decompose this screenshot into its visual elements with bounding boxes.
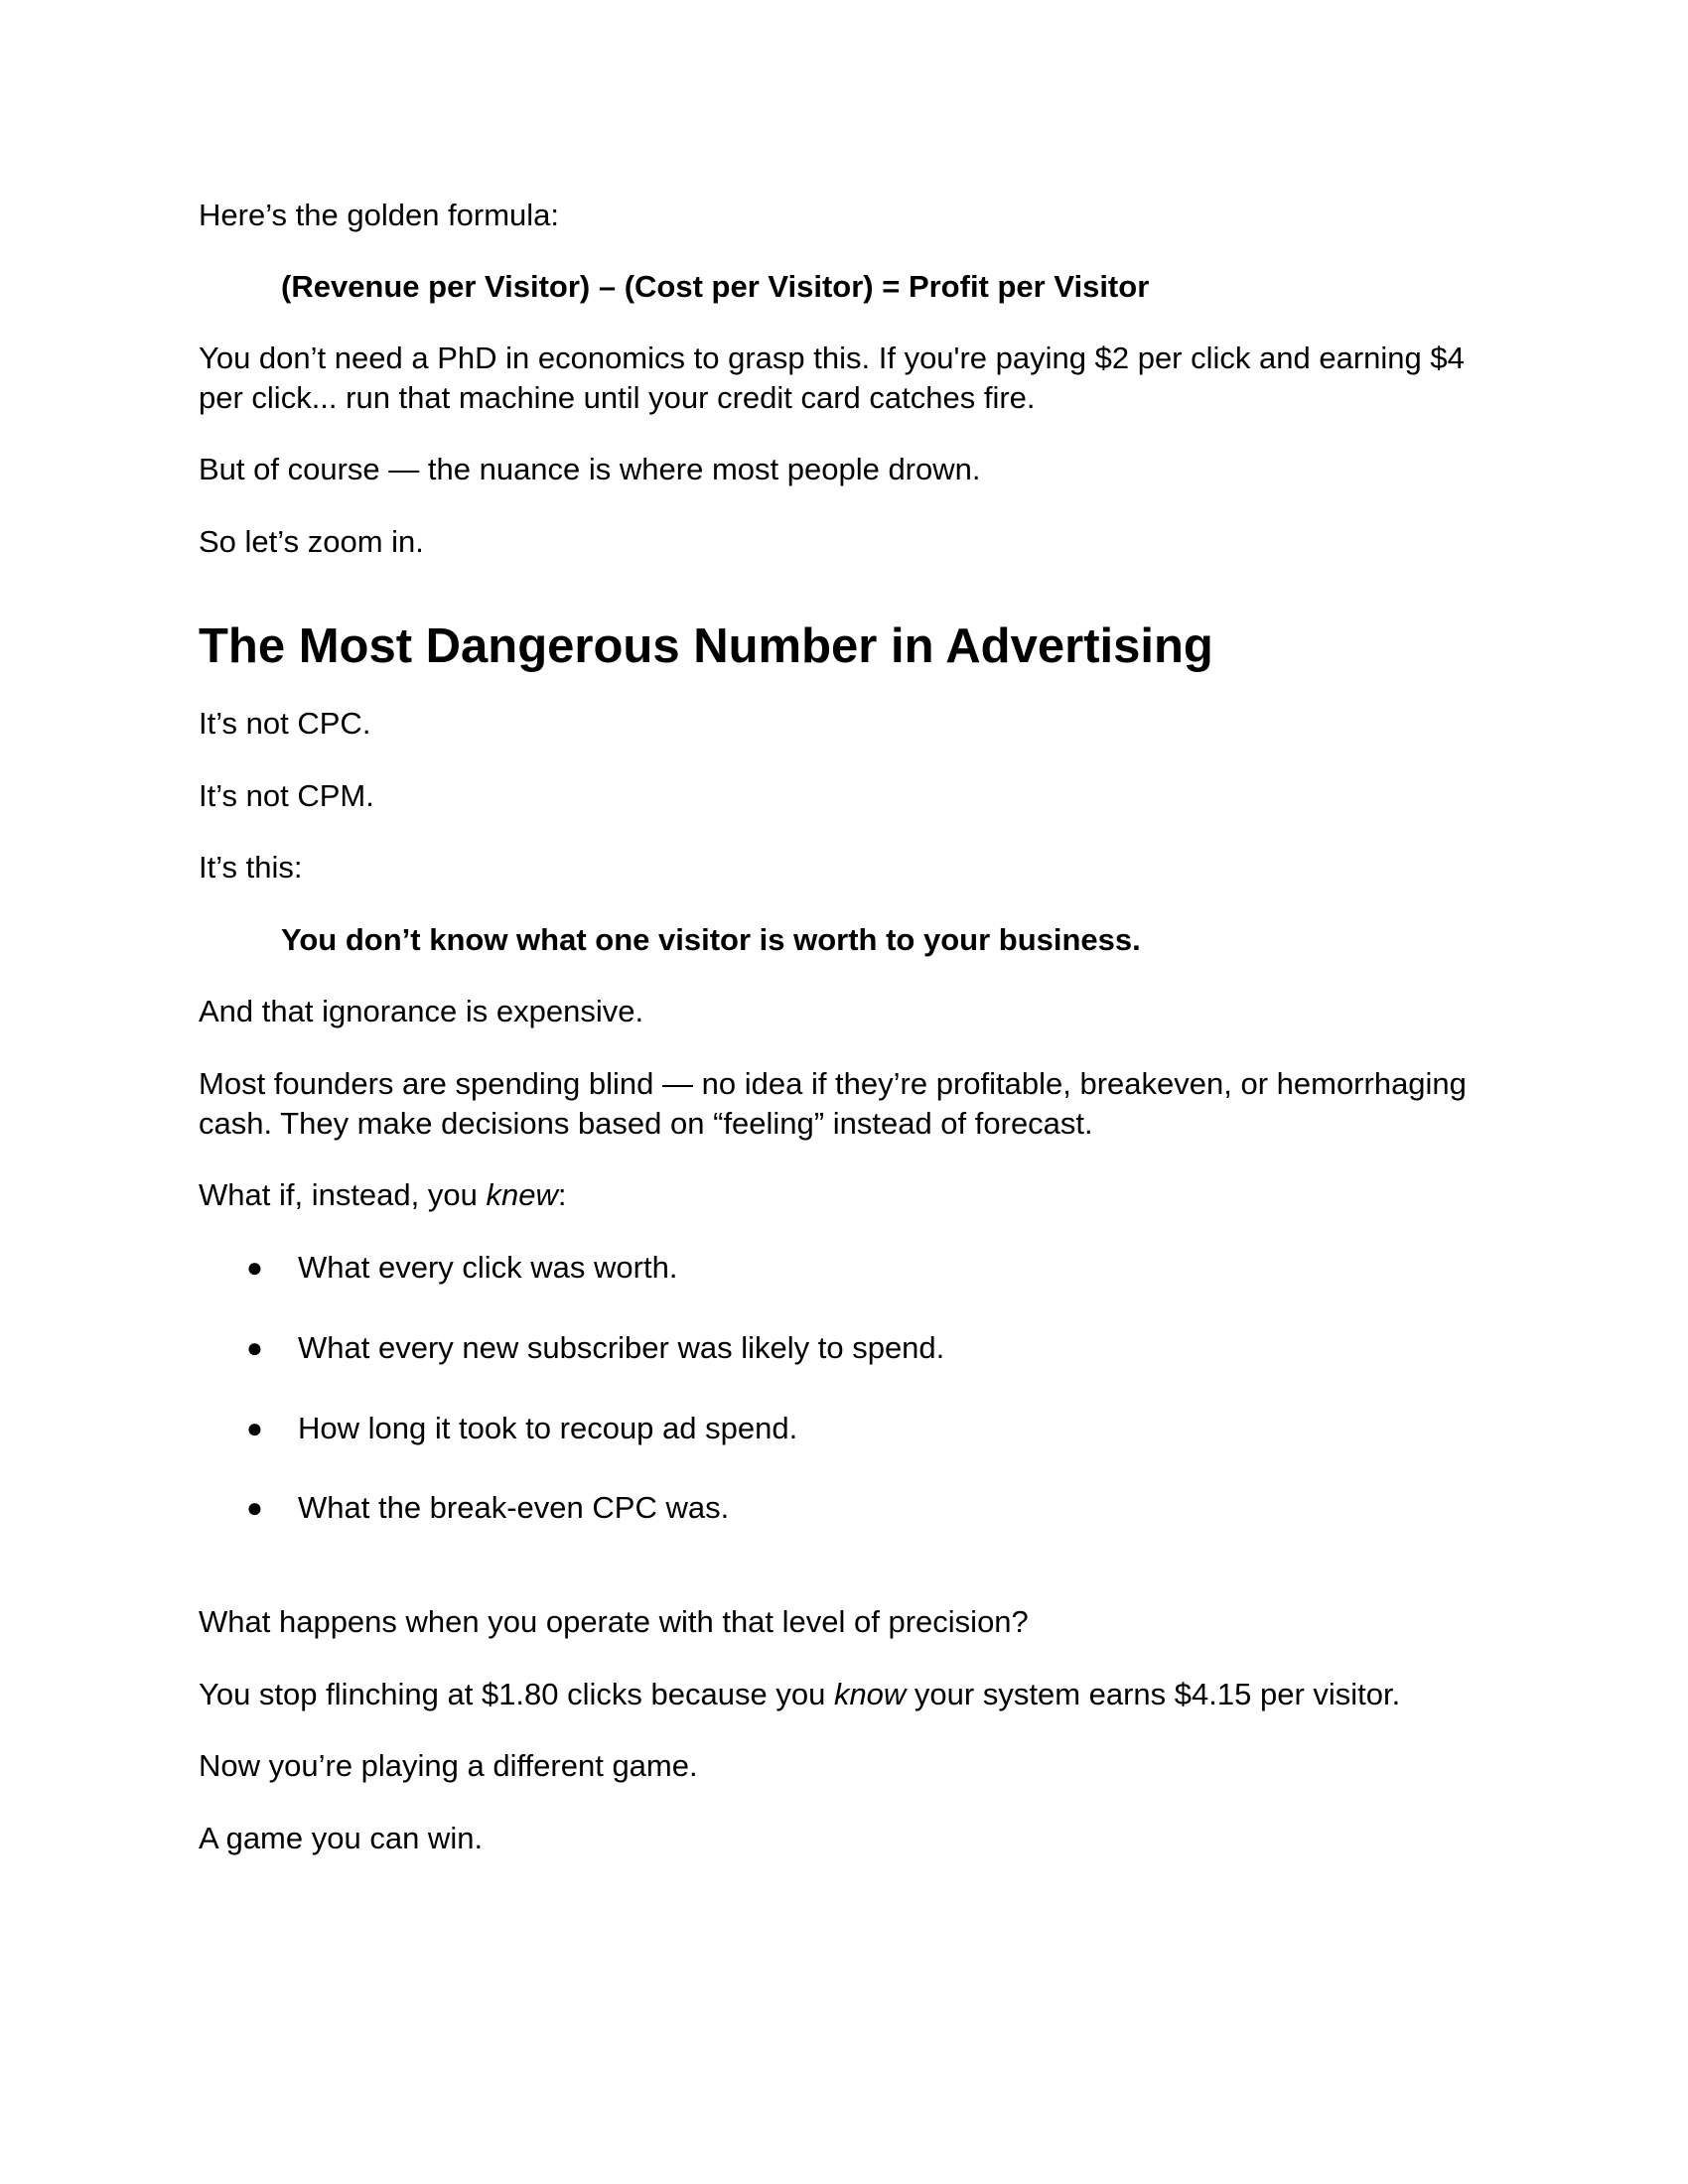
stop-prefix: You stop flinching at $1.80 clicks because you (199, 1677, 834, 1711)
paragraph-founders-line-1: Most founders are spending blind — no idea if they’re profitable, breakeven, or hemorrhaging (199, 1066, 1467, 1101)
paragraph-founders-line-2: cash. They make decisions based on “feeling” instead of forecast. (199, 1106, 1093, 1141)
paragraph-stop-flinching (199, 1674, 1489, 1714)
what-if-prefix: What if, instead, you (199, 1177, 487, 1212)
bullet-icon: ● (246, 1492, 263, 1523)
what-if-italic: knew (486, 1177, 558, 1212)
paragraph-zoom: So let’s zoom in. (199, 524, 424, 559)
what-if-suffix: : (557, 1177, 567, 1212)
callout-text: You don’t know what one visitor is worth to your business. (281, 922, 1141, 957)
bullet-icon: ● (246, 1413, 263, 1443)
list-item-text: What the break-even CPC was. (298, 1490, 730, 1525)
bullet-icon: ● (246, 1252, 263, 1283)
paragraph-precision: What happens when you operate with that level of precision? (199, 1604, 1029, 1639)
stop-suffix: your system earns $4.15 per visitor. (906, 1677, 1401, 1711)
paragraph-nuance: But of course — the nuance is where most people drown. (199, 452, 981, 486)
stop-italic: know (833, 1677, 907, 1711)
paragraph-not-cpc: It’s not CPC. (199, 706, 371, 741)
list-item-text: What every new subscriber was likely to spend. (298, 1330, 945, 1365)
intro-text: Here’s the golden formula: (199, 198, 560, 232)
list-item-text: What every click was worth. (298, 1250, 678, 1285)
bullet-icon: ● (246, 1332, 263, 1363)
paragraph-its-this: It’s this: (199, 850, 303, 885)
section-heading: The Most Dangerous Number in Advertising (199, 619, 1213, 673)
paragraph-phd-line-1: You don’t need a PhD in economics to grasp this. If you're paying $2 per click and earning $4 (199, 341, 1465, 375)
formula-text: (Revenue per Visitor) – (Cost per Visitor) = Profit per Visitor (281, 269, 1150, 304)
paragraph-not-cpm: It’s not CPM. (199, 778, 374, 813)
paragraph-what-if (199, 1174, 1489, 1215)
paragraph-phd-line-2: per click... run that machine until your credit card catches fire. (199, 380, 1036, 415)
paragraph-ignorance: And that ignorance is expensive. (199, 994, 644, 1028)
list-item-text: How long it took to recoup ad spend. (298, 1411, 798, 1445)
paragraph-win: A game you can win. (199, 1821, 484, 1855)
paragraph-different-game: Now you’re playing a different game. (199, 1748, 698, 1783)
